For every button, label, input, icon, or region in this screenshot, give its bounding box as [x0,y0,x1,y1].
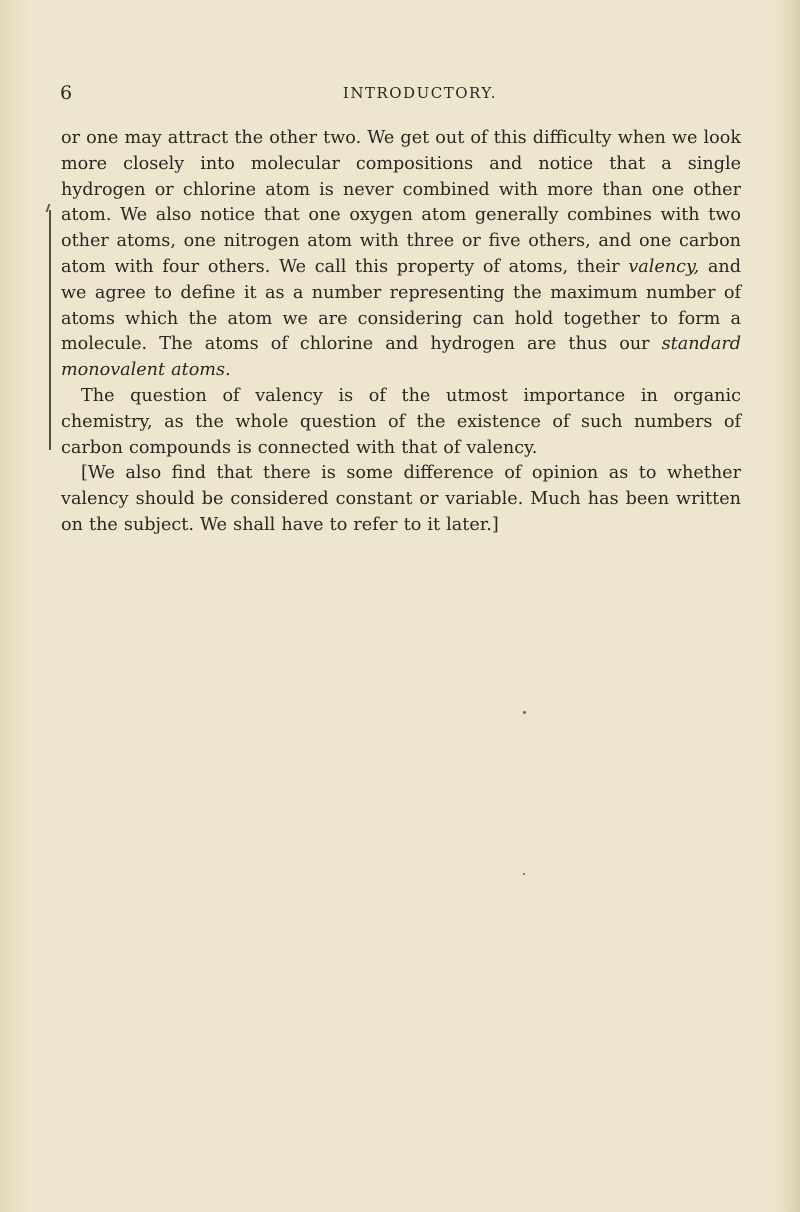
body-text [61,126,741,539]
margin-bracket-mark [49,210,51,450]
paragraph-3: [We also find that there is some difference of opinion as to whether valency should be considered constant or variable. Much has been written on the subject. We shall have to refer to it later.] [61,463,741,535]
term-standard-monovalent-atoms: standard monovalent atoms. [61,334,741,381]
running-head [60,80,740,106]
paragraph-1-text-b: and we agree to define it as a number representing the maximum number of atoms which the atom we are considering can hold together to form a molecule. The atoms of chlorine and hydrogen are thus our [61,256,741,355]
paper-speck [523,873,525,875]
running-head-title: INTRODUCTORY. [342,84,498,102]
paragraph-2: The question of valency is of the utmost importance in organic chemistry, as the whole question of the existence of such numbers of carbon compounds is connected with that of valency. [61,385,741,458]
paragraph-1 [61,126,741,384]
paragraph-1-text-a: or one may attract the other two. We get out of this difficulty when we look more closely into molecular compositions and notice that a single hydrogen or chlorine atom is never combined with more than one other atom. We also notice that one oxygen atom generally combines with two other atoms, one nitrogen atom with three or five others, and one carbon atom with four others. We call this property of atoms, their [61,128,741,277]
term-valency: valency, [628,256,700,277]
page-number: 6 [60,82,73,104]
paper-speck [523,711,526,714]
